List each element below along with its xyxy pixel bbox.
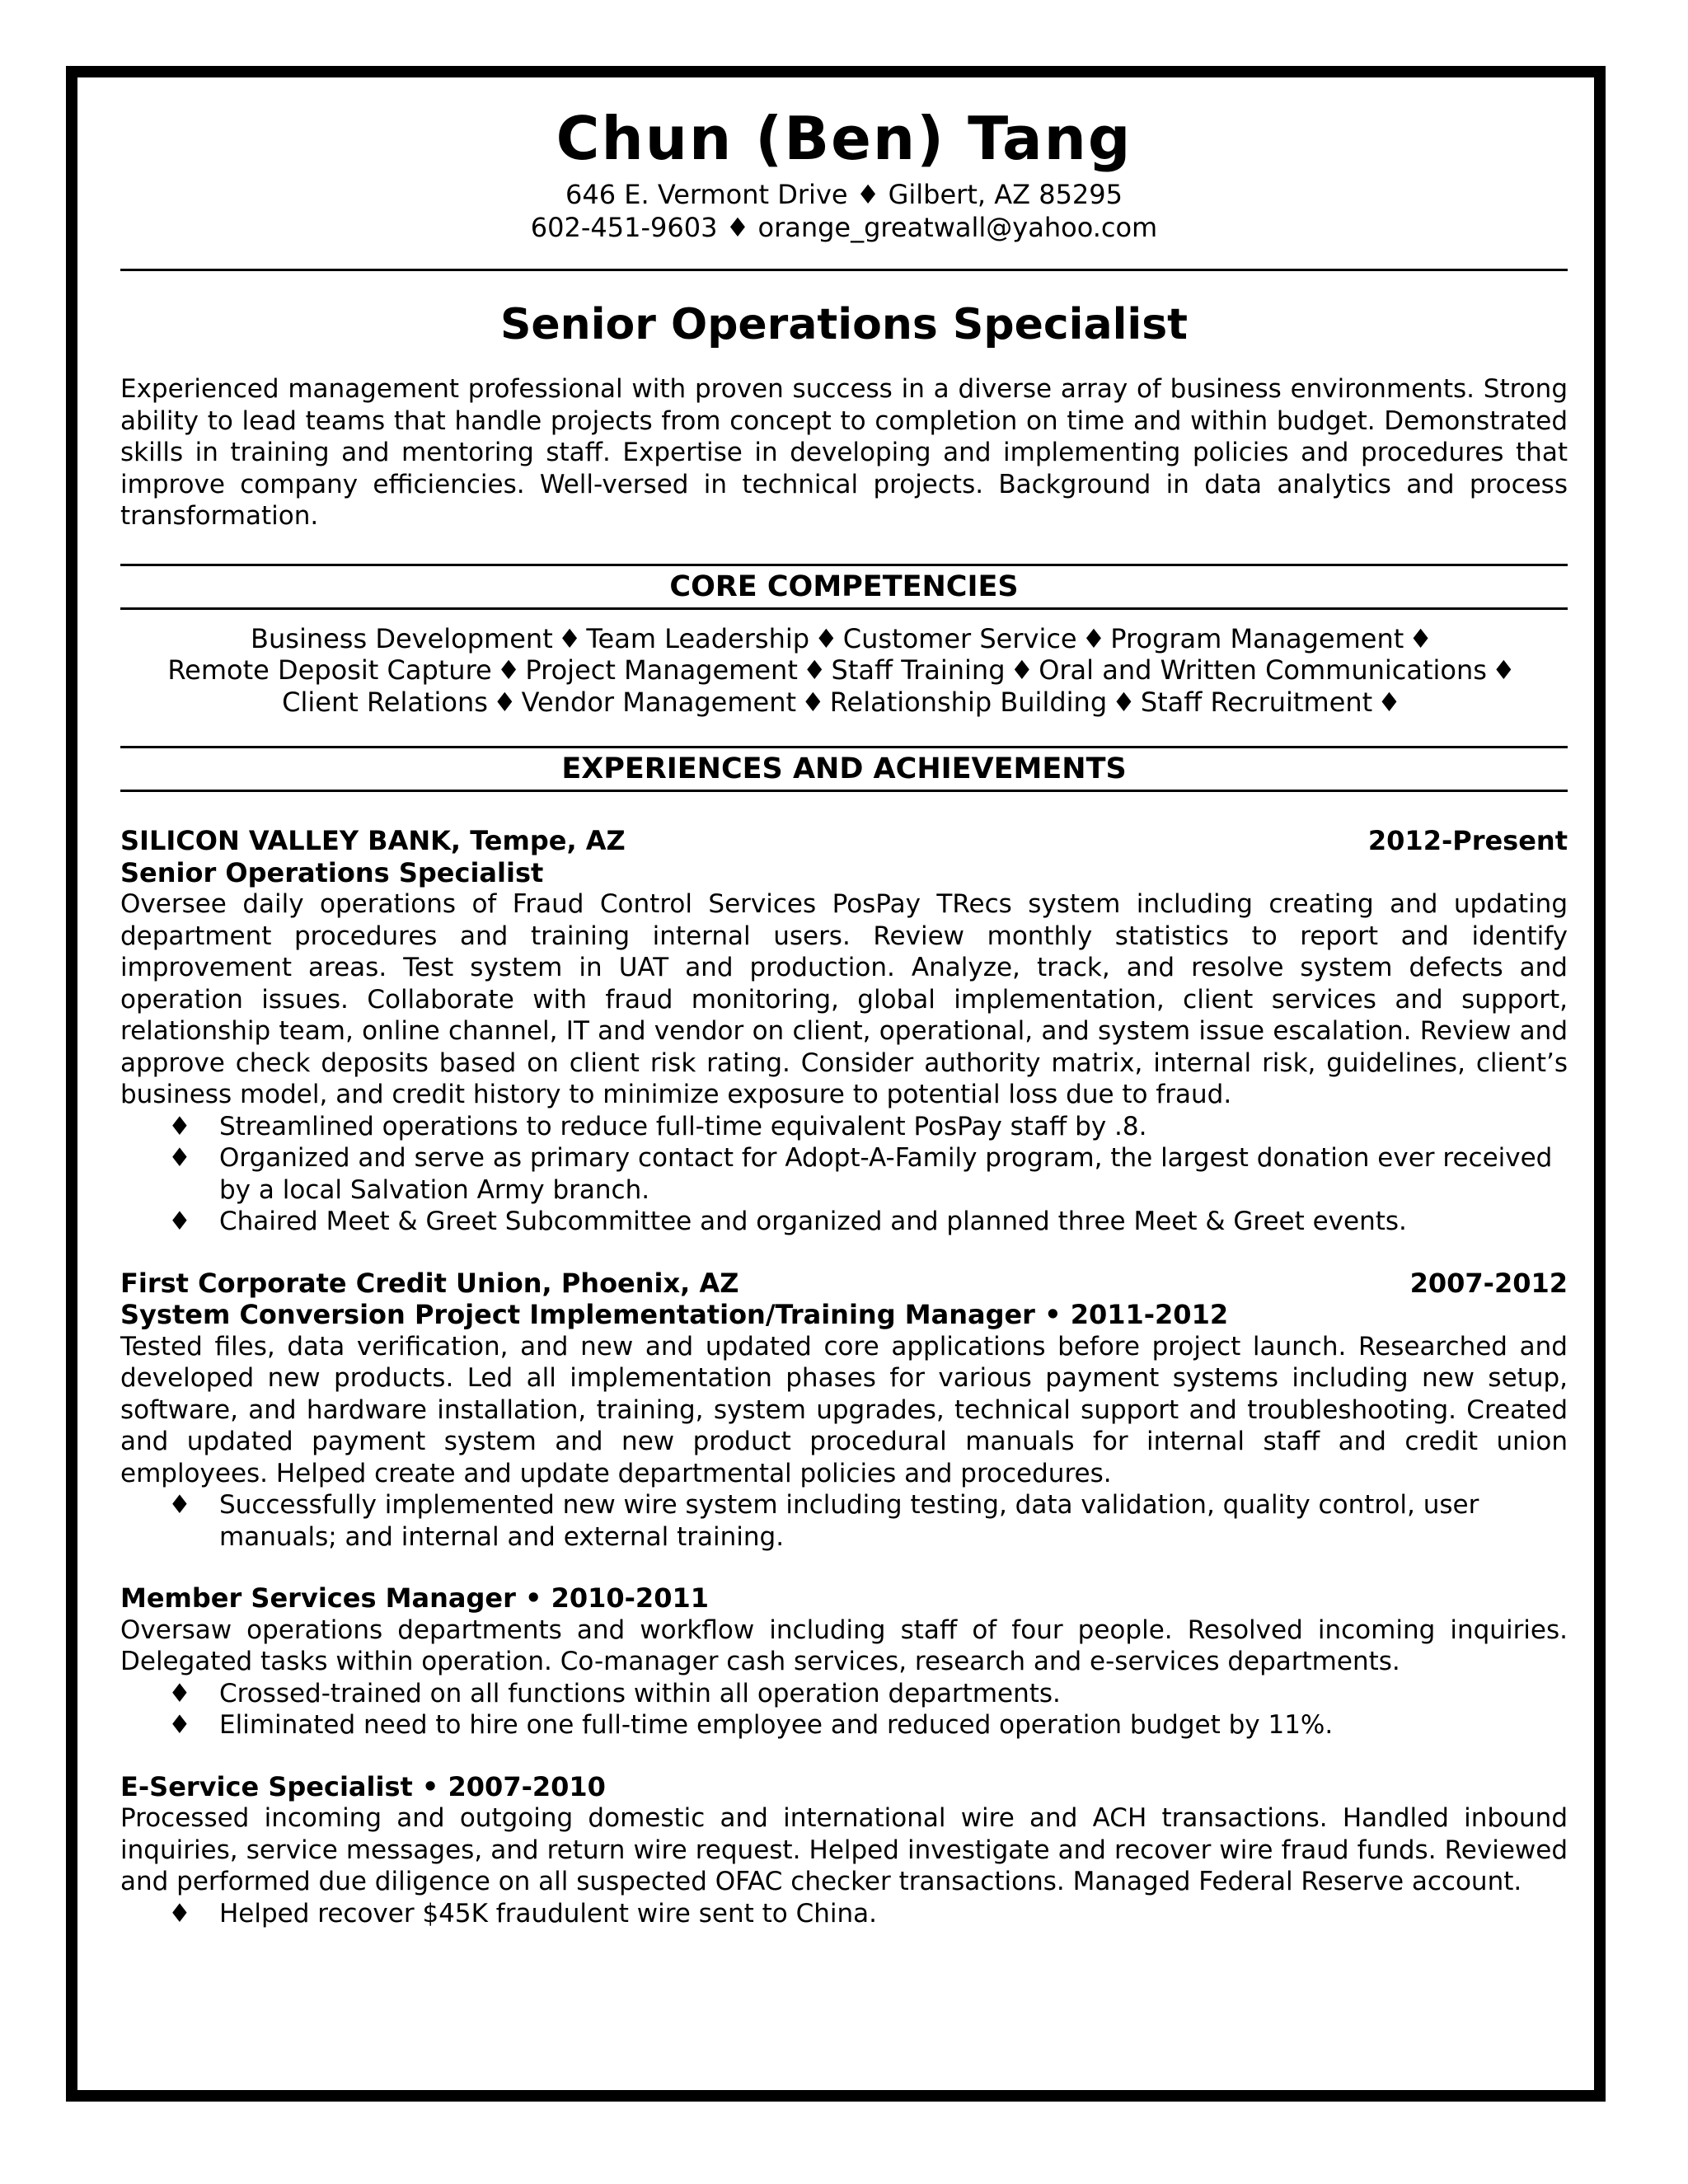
job-header: [120, 1268, 1568, 1300]
diamond-bullet-icon: ♦: [168, 1143, 191, 1173]
competency-item: Vendor Management: [521, 686, 797, 718]
achievement-item: [120, 1898, 1568, 1930]
diamond-separator-icon: ♦: [801, 686, 825, 718]
employment-dates: 2007-2012: [1409, 1267, 1568, 1299]
diamond-separator-icon: ♦: [557, 622, 582, 654]
job-description: Tested files, data verification, and new and updated core applications before project launch. Researched and developed new products. Led all implementation phases for various payment systems including new setup, software, and hardware installation, training, system upgrades, technical support and troubleshooting. Created and updated payment system and new product procedural manuals for internal staff and credit union employees. Helped create and update departmental policies and procedures.: [120, 1331, 1568, 1488]
job-description: Oversee daily operations of Fraud Control Services PosPay TRecs system including creating and updating department procedures and training internal users. Review monthly statistics to report and identify improvement areas. Test system in UAT and production. Analyze, track, and resolve system defects and operation issues. Collaborate with fraud monitoring, global implementation, client services and support, relationship team, online channel, IT and vendor on client, operational, and system issue escalation. Review and approve check deposits based on client risk rating. Consider authority matrix, internal risk, guidelines, client’s business model, and credit history to minimize exposure to potential loss due to fraud.: [120, 889, 1568, 1109]
candidate-name: Chun (Ben) Tang: [556, 104, 1132, 173]
address-line: 646 E. Vermont Drive ♦ Gilbert, AZ 85295: [565, 179, 1123, 210]
achievement-text: Crossed-trained on all functions within all operation departments.: [219, 1678, 1061, 1708]
achievement-item: [120, 1489, 1568, 1553]
diamond-separator-icon: ♦: [814, 622, 838, 654]
achievement-item: [120, 1142, 1568, 1206]
diamond-separator-icon: ♦: [1491, 654, 1516, 686]
competency-item: Remote Deposit Capture: [167, 654, 492, 686]
employment-dates: 2012-Present: [1367, 825, 1568, 856]
competency-item: Relationship Building: [829, 686, 1108, 718]
competencies-heading: CORE COMPETENCIES: [120, 564, 1568, 610]
diamond-separator-icon: ♦: [1409, 622, 1432, 654]
competency-item: Business Development: [251, 622, 553, 654]
competency-item: Customer Service: [842, 622, 1077, 654]
resume-content: [120, 99, 1568, 1929]
diamond-bullet-icon: ♦: [168, 1490, 191, 1520]
diamond-separator-icon: ♦: [492, 686, 517, 718]
job-title: E-Service Specialist • 2007-2010: [120, 1770, 606, 1802]
job-description: Oversaw operations departments and workflow including staff of four people. Resolved incoming inquiries. Delegated tasks within operation. Co-manager cash services, research and e-services departments.: [120, 1615, 1568, 1676]
job-description: Processed incoming and outgoing domestic and international wire and ACH transactions. Handled inbound inquiries, service messages, and return wire request. Helped investigate and recover wire fraud funds. Reviewed and performed due diligence on all suspected OFAC checker transactions. Managed Federal Reserve account.: [120, 1803, 1568, 1896]
achievement-item: [120, 1111, 1568, 1143]
competency-item: Client Relations: [282, 686, 488, 718]
diamond-separator-icon: ♦: [1081, 622, 1106, 654]
achievement-text: Streamlined operations to reduce full-time equivalent PosPay staff by .8.: [219, 1111, 1147, 1141]
achievement-item: [120, 1678, 1568, 1710]
competencies-list: [120, 623, 1568, 719]
diamond-bullet-icon: ♦: [168, 1207, 191, 1236]
achievement-text: Eliminated need to hire one full-time employee and reduced operation budget by 11%.: [219, 1710, 1334, 1740]
diamond-bullet-icon: ♦: [168, 1898, 191, 1929]
diamond-bullet-icon: ♦: [168, 1710, 191, 1740]
job-entry: [120, 1268, 1568, 1554]
competencies-line: [120, 623, 1568, 655]
achievement-text: Organized and serve as primary contact for Adopt-A-Family program, the largest donation ever received by a local Salvation Army branch.: [219, 1143, 1553, 1205]
job-title: Senior Operations Specialist: [120, 856, 544, 888]
diamond-separator-icon: ♦: [1112, 686, 1136, 718]
job-entry: [120, 1771, 1568, 1930]
achievement-item: [120, 1709, 1568, 1741]
competency-item: Staff Recruitment: [1140, 686, 1373, 718]
diamond-bullet-icon: ♦: [168, 1111, 191, 1141]
summary-paragraph: Experienced management professional with proven success in a diverse array of business environments. Strong ability to lead teams that handle projects from concept to completion on time and within budget. Demonstrated skills in training and mentoring staff. Expertise in developing and implementing policies and procedures that improve company efficiencies. Well-versed in technical projects. Background in data analytics and process transformation.: [120, 374, 1568, 531]
competency-item: Program Management: [1110, 622, 1404, 654]
employer-name: SILICON VALLEY BANK, Tempe, AZ: [120, 825, 626, 856]
job-title: System Conversion Project Implementation/Training Manager • 2011-2012: [120, 1299, 1229, 1330]
achievement-item: [120, 1206, 1568, 1238]
competency-item: Oral and Written Communications: [1039, 654, 1487, 686]
diamond-separator-icon: ♦: [496, 654, 521, 686]
achievement-list: [120, 1678, 1568, 1741]
contact-line: 602-451-9603 ♦ orange_greatwall@yahoo.com: [530, 212, 1158, 243]
experience-heading: EXPERIENCES AND ACHIEVEMENTS: [120, 746, 1568, 792]
achievement-text: Chaired Meet & Greet Subcommittee and organized and planned three Meet & Greet events.: [219, 1207, 1407, 1236]
competency-item: Project Management: [525, 654, 798, 686]
job-title: Member Services Manager • 2010-2011: [120, 1582, 709, 1614]
diamond-bullet-icon: ♦: [168, 1678, 191, 1708]
header-divider: [120, 269, 1568, 271]
achievement-list: [120, 1111, 1568, 1238]
achievement-text: Helped recover $45K fraudulent wire sent to China.: [219, 1898, 877, 1929]
job-header: [120, 825, 1568, 857]
competencies-line: [120, 654, 1568, 687]
competencies-line: [120, 687, 1568, 719]
diamond-separator-icon: ♦: [1377, 686, 1401, 718]
achievement-list: [120, 1898, 1568, 1930]
job-entry: [120, 1582, 1568, 1741]
competency-item: Team Leadership: [586, 622, 810, 654]
achievement-list: [120, 1489, 1568, 1553]
headline-title: Senior Operations Specialist: [499, 300, 1189, 349]
job-entry: [120, 825, 1568, 1238]
employer-name: First Corporate Credit Union, Phoenix, AZ: [120, 1267, 739, 1299]
competency-item: Staff Training: [831, 654, 1006, 686]
diamond-separator-icon: ♦: [802, 654, 827, 686]
achievement-text: Successfully implemented new wire system including testing, data validation, quality control, user manuals; and internal and external training.: [219, 1490, 1479, 1552]
diamond-separator-icon: ♦: [1010, 654, 1034, 686]
